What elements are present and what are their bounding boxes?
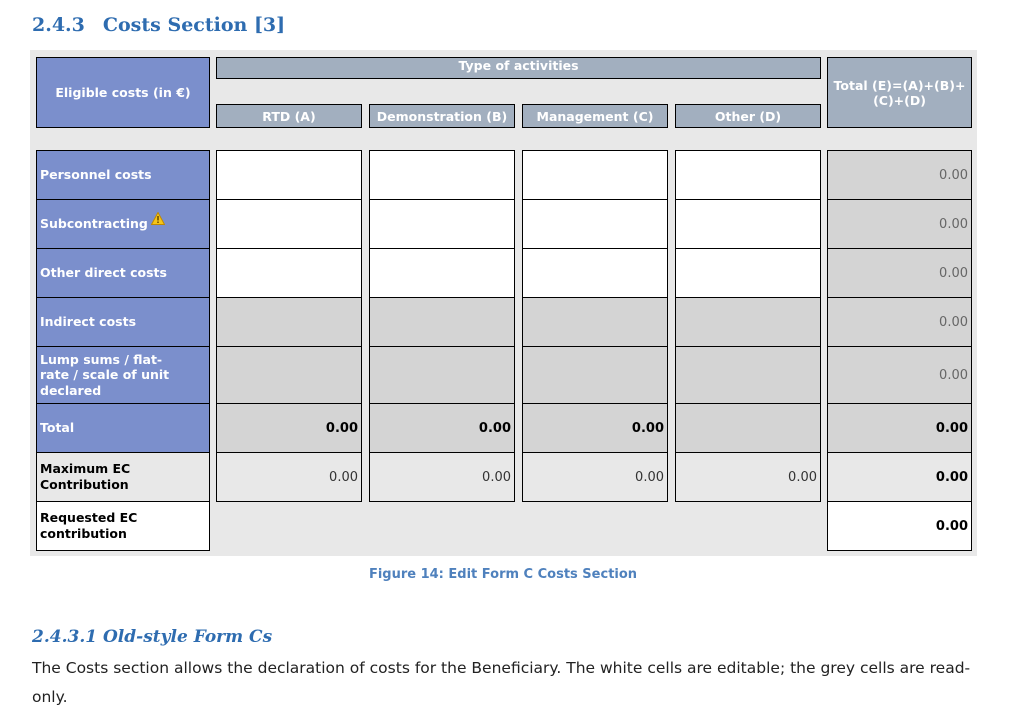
other-direct-management-input[interactable] (522, 248, 668, 298)
column-header-other: Other (D) (675, 104, 821, 128)
indirect-total-value: 0.00 (827, 297, 972, 347)
total-column-header: Total (E)=(A)+(B)+(C)+(D) (827, 57, 972, 128)
requested-ec-total-input[interactable]: 0.00 (827, 501, 972, 551)
figure-caption: Figure 14: Edit Form C Costs Section (368, 567, 638, 582)
personnel-total-value: 0.00 (827, 150, 972, 200)
subcontracting-total-value: 0.00 (827, 199, 972, 249)
section-number: 2.4.3 (32, 14, 85, 36)
max-ec-total-value: 0.00 (827, 452, 972, 502)
column-header-management: Management (C) (522, 104, 668, 128)
row-label-personnel-costs: Personnel costs (36, 150, 210, 200)
subsection-heading: 2.4.3.1 Old-style Form Cs (32, 627, 273, 647)
subcontracting-management-input[interactable] (522, 199, 668, 249)
lump-sums-total-value: 0.00 (827, 346, 972, 404)
other-direct-total-value: 0.00 (827, 248, 972, 298)
total-other-value (675, 403, 821, 453)
lump-sums-other-cell (675, 346, 821, 404)
column-header-rtd: RTD (A) (216, 104, 362, 128)
subcontracting-rtd-input[interactable] (216, 199, 362, 249)
row-label-subcontracting: Subcontracting (36, 199, 210, 249)
subcontracting-other-input[interactable] (675, 199, 821, 249)
other-direct-other-input[interactable] (675, 248, 821, 298)
row-label-requested-ec-contribution: Requested EC contribution (36, 501, 210, 551)
eligible-costs-header: Eligible costs (in €) (36, 57, 210, 128)
total-management-value: 0.00 (522, 403, 668, 453)
max-ec-rtd-value: 0.00 (216, 452, 362, 502)
row-label-total: Total (36, 403, 210, 453)
section-title: Costs Section [3] (102, 14, 286, 36)
section-heading (32, 14, 285, 36)
subcontracting-demonstration-input[interactable] (369, 199, 515, 249)
row-label-indirect-costs: Indirect costs (36, 297, 210, 347)
personnel-other-input[interactable] (675, 150, 821, 200)
personnel-rtd-input[interactable] (216, 150, 362, 200)
row-label-max-ec-contribution: Maximum EC Contribution (36, 452, 210, 502)
max-ec-demonstration-value: 0.00 (369, 452, 515, 502)
personnel-management-input[interactable] (522, 150, 668, 200)
indirect-demonstration-cell (369, 297, 515, 347)
other-direct-rtd-input[interactable] (216, 248, 362, 298)
other-direct-demonstration-input[interactable] (369, 248, 515, 298)
warning-icon[interactable] (151, 212, 165, 229)
lump-sums-management-cell (522, 346, 668, 404)
total-rtd-value: 0.00 (216, 403, 362, 453)
costs-form (30, 50, 977, 556)
indirect-rtd-cell (216, 297, 362, 347)
max-ec-other-value: 0.00 (675, 452, 821, 502)
lump-sums-demonstration-cell (369, 346, 515, 404)
column-header-demonstration: Demonstration (B) (369, 104, 515, 128)
max-ec-management-value: 0.00 (522, 452, 668, 502)
total-demonstration-value: 0.00 (369, 403, 515, 453)
description-paragraph: The Costs section allows the declaration of costs for the Beneficiary. The white cells are editable; the grey cells are read-only. (32, 659, 971, 706)
personnel-demonstration-input[interactable] (369, 150, 515, 200)
row-label-other-direct-costs: Other direct costs (36, 248, 210, 298)
indirect-management-cell (522, 297, 668, 347)
lump-sums-rtd-cell (216, 346, 362, 404)
type-of-activities-header: Type of activities (216, 57, 821, 79)
row-label-lump-sums: Lump sums / flat-rate / scale of unit declared (36, 346, 210, 404)
indirect-other-cell (675, 297, 821, 347)
grand-total-value: 0.00 (827, 403, 972, 453)
